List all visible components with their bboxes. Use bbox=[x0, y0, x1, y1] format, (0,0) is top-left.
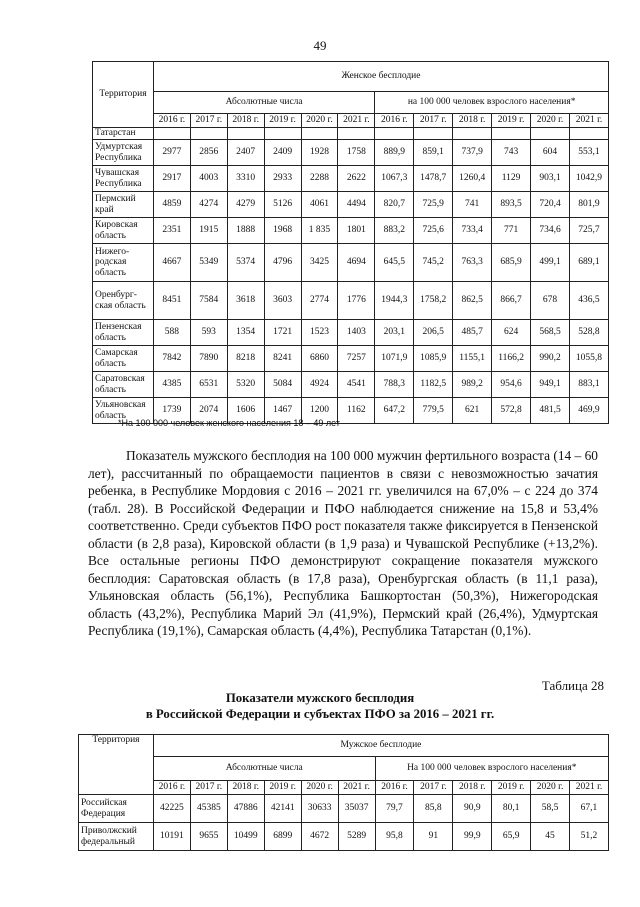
table-cell: 1523 bbox=[301, 320, 338, 346]
table-footnote: *На 100 000 человек женского населения 18 – 49 лет bbox=[118, 418, 340, 428]
table-cell: 954,6 bbox=[492, 372, 531, 398]
table-cell: 889,9 bbox=[375, 140, 414, 166]
table-cell: 604 bbox=[531, 140, 570, 166]
table-cell: 79,7 bbox=[375, 795, 414, 823]
territory-name: Оренбург-ская область bbox=[93, 282, 154, 320]
table-cell: 45385 bbox=[190, 795, 227, 823]
territory-name: Нижего-родская область bbox=[93, 244, 154, 282]
year-header: 2018 г. bbox=[227, 781, 264, 795]
year-header: 2020 г. bbox=[531, 114, 570, 128]
table-cell: 1162 bbox=[338, 398, 375, 424]
table-cell: 1801 bbox=[338, 218, 375, 244]
table-cell: 203,1 bbox=[375, 320, 414, 346]
table-cell: 1042,9 bbox=[569, 166, 608, 192]
table-cell: 725,6 bbox=[414, 218, 453, 244]
territory-name: Саратовская область bbox=[93, 372, 154, 398]
table-cell: 1067,3 bbox=[375, 166, 414, 192]
table-row bbox=[93, 372, 609, 398]
table-cell: 2933 bbox=[264, 166, 301, 192]
table-cell: 2977 bbox=[153, 140, 190, 166]
table-cell: 95,8 bbox=[375, 823, 414, 851]
table-cell: 588 bbox=[153, 320, 190, 346]
table-cell: 763,3 bbox=[453, 244, 492, 282]
table-cell: 1721 bbox=[264, 320, 301, 346]
year-header: 2017 г. bbox=[190, 781, 227, 795]
table-cell: 572,8 bbox=[492, 398, 531, 424]
territory-name: Чувашская Республика bbox=[93, 166, 154, 192]
body-paragraph: Показатель мужского бесплодия на 100 000 мужчин фертильного возраста (14 – 60 лет), рассчитанный по обращаемости пациентов в связи с невозможностью зачатия ребенка, в Республике Мордовия с 2016 – 2021 гг. увеличился на 67,0% – с 224 до 374 (табл. 28). В Российской Федерации и ПФО наблюдается снижение на 15,8 и 53,4% соответственно. Среди субъектов ПФО рост показателя также фиксируется в Пензенской области (в 2,8 раза), Кировской области (в 1,9 раза) и Чувашской Республике (+13,2%). Все остальные регионы ПФО демонстрируют сокращение показателя мужского бесплодия: Саратовская область (в 17,8 раза), Оренбургская область (в 11,1 раза), Ульяновская область (56,1%), Республика Башкортостан (50,3%), Нижегородская область (43,2%), Республика Марий Эл (41,9%), Пермский край (26,4%), Удмуртская Республика (19,1%), Самарская область (4,4%), Республика Татарстан (0,1%). bbox=[88, 448, 598, 638]
table-cell: 741 bbox=[453, 192, 492, 218]
table-row bbox=[93, 218, 609, 244]
year-header: 2020 г. bbox=[301, 781, 338, 795]
table-cell: 5084 bbox=[264, 372, 301, 398]
year-header: 2019 г. bbox=[492, 114, 531, 128]
table-cell bbox=[375, 128, 414, 140]
table-cell: 2856 bbox=[190, 140, 227, 166]
table-cell: 67,1 bbox=[569, 795, 608, 823]
territory-name: Пензенская область bbox=[93, 320, 154, 346]
table-cell: 6860 bbox=[301, 346, 338, 372]
table-cell: 5289 bbox=[338, 823, 375, 851]
table-cell bbox=[492, 128, 531, 140]
table-cell: 2351 bbox=[153, 218, 190, 244]
table-row bbox=[79, 795, 609, 823]
table-cell: 720,4 bbox=[531, 192, 570, 218]
table-cell: 30633 bbox=[301, 795, 338, 823]
territory-header: Территория bbox=[93, 62, 154, 128]
table-cell bbox=[531, 128, 570, 140]
table-cell: 949,1 bbox=[531, 372, 570, 398]
table-cell: 859,1 bbox=[414, 140, 453, 166]
table-cell: 1182,5 bbox=[414, 372, 453, 398]
year-header: 2016 г. bbox=[375, 114, 414, 128]
table-cell: 2407 bbox=[227, 140, 264, 166]
group-header: Женское бесплодие bbox=[153, 62, 608, 92]
table-cell bbox=[301, 128, 338, 140]
table-cell: 2917 bbox=[153, 166, 190, 192]
table-cell: 5320 bbox=[227, 372, 264, 398]
territory-header: Территория bbox=[79, 735, 154, 795]
table-cell bbox=[414, 128, 453, 140]
table-cell: 4003 bbox=[190, 166, 227, 192]
table-cell: 90,9 bbox=[453, 795, 492, 823]
year-header: 2021 г. bbox=[338, 781, 375, 795]
absolute-numbers-header: Абсолютные числа bbox=[153, 757, 375, 781]
table-cell: 4385 bbox=[153, 372, 190, 398]
table-cell: 51,2 bbox=[569, 823, 608, 851]
table-cell: 4796 bbox=[264, 244, 301, 282]
group-header: Мужское бесплодие bbox=[153, 735, 608, 757]
table-cell: 4279 bbox=[227, 192, 264, 218]
year-header: 2018 г. bbox=[227, 114, 264, 128]
table-cell: 1155,1 bbox=[453, 346, 492, 372]
table-cell: 7257 bbox=[338, 346, 375, 372]
table-cell: 45 bbox=[531, 823, 570, 851]
table-cell: 553,1 bbox=[569, 140, 608, 166]
female-infertility-table bbox=[92, 61, 609, 424]
table-cell: 725,9 bbox=[414, 192, 453, 218]
table-cell: 42141 bbox=[264, 795, 301, 823]
table-cell: 743 bbox=[492, 140, 531, 166]
absolute-numbers-header: Абсолютные числа bbox=[153, 92, 374, 114]
territory-name: Российская Федерация bbox=[79, 795, 154, 823]
table-cell: 3618 bbox=[227, 282, 264, 320]
table-cell: 989,2 bbox=[453, 372, 492, 398]
table-cell: 6899 bbox=[264, 823, 301, 851]
table-cell: 58,5 bbox=[531, 795, 570, 823]
table-cell: 4859 bbox=[153, 192, 190, 218]
territory-name: Ульяновская область bbox=[93, 398, 154, 424]
table-cell: 621 bbox=[453, 398, 492, 424]
table-row bbox=[93, 192, 609, 218]
table-cell: 7842 bbox=[153, 346, 190, 372]
table-cell: 734,6 bbox=[531, 218, 570, 244]
table-cell: 1 835 bbox=[301, 218, 338, 244]
table-cell: 10191 bbox=[153, 823, 190, 851]
table-cell: 1888 bbox=[227, 218, 264, 244]
table-cell: 1606 bbox=[227, 398, 264, 424]
table-cell: 8218 bbox=[227, 346, 264, 372]
year-header: 2018 г. bbox=[453, 114, 492, 128]
year-header: 2016 г. bbox=[153, 114, 190, 128]
table-cell: 771 bbox=[492, 218, 531, 244]
table-cell: 1071,9 bbox=[375, 346, 414, 372]
table-cell: 481,5 bbox=[531, 398, 570, 424]
table-row bbox=[93, 166, 609, 192]
table-cell: 4672 bbox=[301, 823, 338, 851]
table-cell: 866,7 bbox=[492, 282, 531, 320]
table-cell bbox=[569, 128, 608, 140]
table-caption-line: в Российской Федерации и субъектах ПФО за 2016 – 2021 гг. bbox=[145, 707, 495, 721]
table-cell: 3603 bbox=[264, 282, 301, 320]
table-cell: 2074 bbox=[190, 398, 227, 424]
table-cell: 7890 bbox=[190, 346, 227, 372]
table-cell bbox=[153, 128, 190, 140]
table-cell: 685,9 bbox=[492, 244, 531, 282]
year-header: 2016 г. bbox=[153, 781, 190, 795]
table-cell: 65,9 bbox=[492, 823, 531, 851]
year-header: 2020 г. bbox=[531, 781, 570, 795]
table-cell: 1354 bbox=[227, 320, 264, 346]
table-cell: 3425 bbox=[301, 244, 338, 282]
table-cell: 80,1 bbox=[492, 795, 531, 823]
table-cell: 436,5 bbox=[569, 282, 608, 320]
table-cell: 1928 bbox=[301, 140, 338, 166]
table-cell: 788,3 bbox=[375, 372, 414, 398]
territory-name: Удмуртская Республика bbox=[93, 140, 154, 166]
table-cell: 725,7 bbox=[569, 218, 608, 244]
table-cell: 1478,7 bbox=[414, 166, 453, 192]
table-cell: 862,5 bbox=[453, 282, 492, 320]
male-infertility-table bbox=[78, 734, 609, 851]
territory-name: Самарская область bbox=[93, 346, 154, 372]
table-cell: 6531 bbox=[190, 372, 227, 398]
table-cell: 2409 bbox=[264, 140, 301, 166]
table-cell: 2288 bbox=[301, 166, 338, 192]
table-cell: 820,7 bbox=[375, 192, 414, 218]
table-cell: 593 bbox=[190, 320, 227, 346]
table-cell: 4061 bbox=[301, 192, 338, 218]
table-cell: 733,4 bbox=[453, 218, 492, 244]
table-cell: 1129 bbox=[492, 166, 531, 192]
year-header: 2021 г. bbox=[569, 114, 608, 128]
table-cell: 883,1 bbox=[569, 372, 608, 398]
table-cell: 35037 bbox=[338, 795, 375, 823]
table-cell: 883,2 bbox=[375, 218, 414, 244]
table-cell: 7584 bbox=[190, 282, 227, 320]
table-cell: 1758 bbox=[338, 140, 375, 166]
table-row bbox=[79, 823, 609, 851]
table-cell: 1944,3 bbox=[375, 282, 414, 320]
table-cell: 1200 bbox=[301, 398, 338, 424]
year-header: 2018 г. bbox=[453, 781, 492, 795]
year-header: 2019 г. bbox=[264, 114, 301, 128]
year-header: 2017 г. bbox=[414, 781, 453, 795]
table-cell: 99,9 bbox=[453, 823, 492, 851]
table-cell: 893,5 bbox=[492, 192, 531, 218]
table-cell: 4494 bbox=[338, 192, 375, 218]
table-cell: 2774 bbox=[301, 282, 338, 320]
table-cell: 4694 bbox=[338, 244, 375, 282]
table-cell: 779,5 bbox=[414, 398, 453, 424]
table-cell: 1260,4 bbox=[453, 166, 492, 192]
table-cell: 8241 bbox=[264, 346, 301, 372]
year-header: 2021 г. bbox=[338, 114, 375, 128]
year-header: 2016 г. bbox=[375, 781, 414, 795]
table-cell: 1739 bbox=[153, 398, 190, 424]
year-header: 2017 г. bbox=[414, 114, 453, 128]
table-cell: 689,1 bbox=[569, 244, 608, 282]
table-cell: 990,2 bbox=[531, 346, 570, 372]
table-row bbox=[93, 320, 609, 346]
table-cell: 801,9 bbox=[569, 192, 608, 218]
table-caption bbox=[0, 690, 640, 722]
table-cell: 678 bbox=[531, 282, 570, 320]
table-cell: 8451 bbox=[153, 282, 190, 320]
page-number: 49 bbox=[313, 38, 327, 53]
table-cell: 1968 bbox=[264, 218, 301, 244]
table-cell: 1403 bbox=[338, 320, 375, 346]
table-cell: 4924 bbox=[301, 372, 338, 398]
table-row bbox=[93, 244, 609, 282]
table-cell: 4541 bbox=[338, 372, 375, 398]
table-cell: 4274 bbox=[190, 192, 227, 218]
table-cell: 42225 bbox=[153, 795, 190, 823]
per-100000-header: На 100 000 человек взрослого населения* bbox=[375, 757, 608, 781]
table-row bbox=[93, 128, 609, 140]
table-cell: 647,2 bbox=[375, 398, 414, 424]
table-cell: 624 bbox=[492, 320, 531, 346]
table-row bbox=[93, 140, 609, 166]
table-cell: 1758,2 bbox=[414, 282, 453, 320]
territory-name: Татарстан bbox=[93, 128, 154, 140]
table-label: Таблица 28 bbox=[541, 678, 604, 693]
table-cell: 3310 bbox=[227, 166, 264, 192]
table-cell: 2622 bbox=[338, 166, 375, 192]
table-cell: 9655 bbox=[190, 823, 227, 851]
table-cell: 745,2 bbox=[414, 244, 453, 282]
table-cell: 737,9 bbox=[453, 140, 492, 166]
table-cell: 1055,8 bbox=[569, 346, 608, 372]
year-header: 2020 г. bbox=[301, 114, 338, 128]
table-cell: 1467 bbox=[264, 398, 301, 424]
table-row bbox=[93, 282, 609, 320]
table-cell bbox=[453, 128, 492, 140]
table-cell bbox=[190, 128, 227, 140]
territory-name: Приволжский федеральный bbox=[79, 823, 154, 851]
year-header: 2019 г. bbox=[492, 781, 531, 795]
table-cell: 903,1 bbox=[531, 166, 570, 192]
table-cell: 1166,2 bbox=[492, 346, 531, 372]
table-cell: 568,5 bbox=[531, 320, 570, 346]
table-cell: 10499 bbox=[227, 823, 264, 851]
year-header: 2021 г. bbox=[569, 781, 608, 795]
table-cell: 528,8 bbox=[569, 320, 608, 346]
table-cell: 85,8 bbox=[414, 795, 453, 823]
table-cell: 206,5 bbox=[414, 320, 453, 346]
territory-name: Кировская область bbox=[93, 218, 154, 244]
table-cell: 1776 bbox=[338, 282, 375, 320]
per-100000-header: на 100 000 человек взрослого населения* bbox=[375, 92, 609, 114]
table-caption-line: Показатели мужского бесплодия bbox=[225, 691, 415, 705]
table-cell: 5126 bbox=[264, 192, 301, 218]
table-cell: 485,7 bbox=[453, 320, 492, 346]
year-header: 2017 г. bbox=[190, 114, 227, 128]
table-cell: 5349 bbox=[190, 244, 227, 282]
table-row bbox=[93, 346, 609, 372]
table-cell: 499,1 bbox=[531, 244, 570, 282]
table-cell: 645,5 bbox=[375, 244, 414, 282]
table-cell: 47886 bbox=[227, 795, 264, 823]
territory-name: Пермский край bbox=[93, 192, 154, 218]
year-header: 2019 г. bbox=[264, 781, 301, 795]
table-cell: 4667 bbox=[153, 244, 190, 282]
table-cell bbox=[264, 128, 301, 140]
table-cell: 469,9 bbox=[569, 398, 608, 424]
table-cell: 5374 bbox=[227, 244, 264, 282]
table-cell bbox=[227, 128, 264, 140]
table-cell: 1915 bbox=[190, 218, 227, 244]
table-cell: 1085,9 bbox=[414, 346, 453, 372]
table-cell bbox=[338, 128, 375, 140]
table-cell: 91 bbox=[414, 823, 453, 851]
